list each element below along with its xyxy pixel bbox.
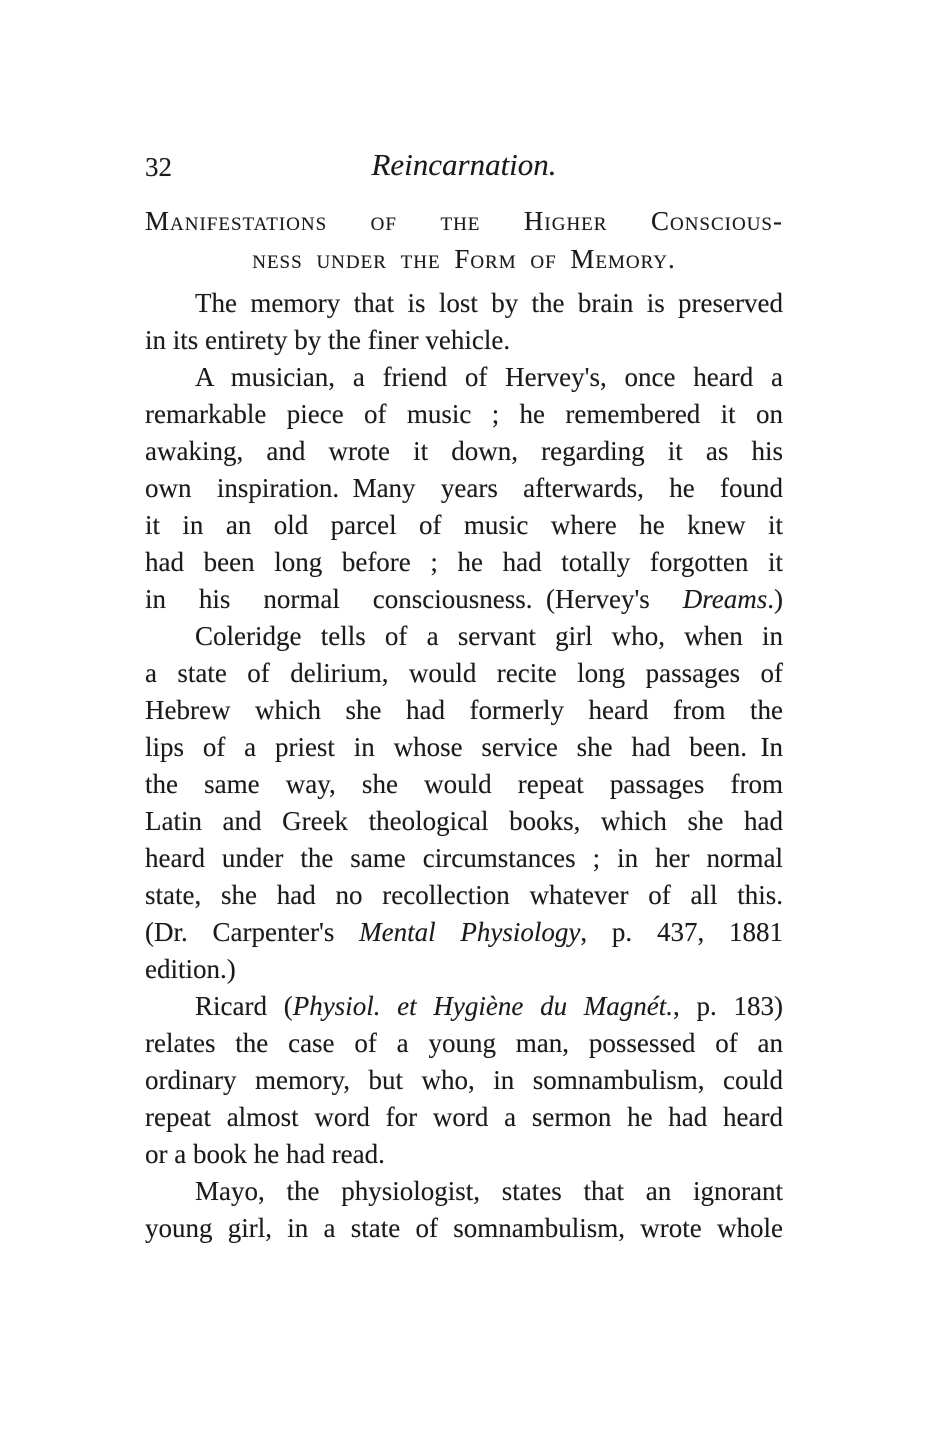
text-segment: , p. 437, 1881 bbox=[580, 917, 784, 947]
text-line: ordinary memory, but who, in somnambulism, could bbox=[145, 1065, 783, 1095]
text-line: remarkable piece of music ; he remembered it on bbox=[145, 399, 783, 429]
section-heading bbox=[145, 202, 783, 278]
text-line: a state of delirium, would recite long passages of bbox=[145, 658, 783, 688]
text-line: Latin and Greek theological books, which she had bbox=[145, 806, 783, 836]
text-line: young girl, in a state of somnambulism, wrote whole bbox=[145, 1213, 783, 1243]
text-line: Mayo, the physiologist, states that an ignorant bbox=[195, 1176, 783, 1206]
section-heading-line-1: Manifestations of the Higher Conscious- bbox=[145, 206, 783, 236]
text-line: Coleridge tells of a servant girl who, when in bbox=[195, 621, 783, 651]
text-line: heard under the same circumstances ; in her normal bbox=[145, 843, 783, 873]
paragraph bbox=[145, 359, 783, 618]
text-line: had been long before ; he had totally forgotten it bbox=[145, 547, 783, 577]
paragraph bbox=[145, 618, 783, 988]
running-title: Reincarnation. bbox=[371, 147, 557, 182]
text-line: state, she had no recollection whatever of all this. bbox=[145, 880, 783, 910]
text-line: in its entirety by the finer vehicle. bbox=[145, 325, 511, 355]
page-number: 32 bbox=[145, 152, 172, 182]
book-title-italic: Physiol. et Hygiène du Magnét. bbox=[292, 991, 674, 1021]
text-line bbox=[145, 914, 783, 951]
text-line: relates the case of a young man, possessed of an bbox=[145, 1028, 783, 1058]
text-line: A musician, a friend of Hervey's, once heard a bbox=[195, 362, 783, 392]
text-line: or a book he had read. bbox=[145, 1139, 385, 1169]
section-heading-line-2: ness under the Form of Memory. bbox=[252, 244, 676, 274]
text-line: edition.) bbox=[145, 954, 236, 984]
text-line bbox=[145, 581, 783, 618]
text-line: Hebrew which she had formerly heard from the bbox=[145, 695, 783, 725]
text-line: own inspiration. Many years afterwards, he found bbox=[145, 473, 783, 503]
text-line: the same way, she would repeat passages from bbox=[145, 769, 783, 799]
book-title-italic: Dreams bbox=[682, 584, 768, 614]
text-line: awaking, and wrote it down, regarding it as his bbox=[145, 436, 783, 466]
text-line: The memory that is lost by the brain is preserved bbox=[195, 288, 783, 318]
text-line: repeat almost word for word a sermon he had heard bbox=[145, 1102, 783, 1132]
book-title-italic: Mental Physiology bbox=[359, 917, 581, 947]
text-line bbox=[145, 988, 783, 1025]
text-line: it in an old parcel of music where he knew it bbox=[145, 510, 783, 540]
text-segment: .) bbox=[767, 584, 783, 614]
paragraph bbox=[145, 1173, 783, 1247]
text-segment: in his normal consciousness. (Hervey's bbox=[145, 584, 683, 614]
text-segment: , p. 183) bbox=[673, 991, 784, 1021]
paragraph bbox=[145, 988, 783, 1173]
text-line: lips of a priest in whose service she had been. In bbox=[145, 732, 783, 762]
text-segment: Ricard ( bbox=[195, 991, 293, 1021]
paragraph bbox=[145, 285, 783, 359]
text-segment: (Dr. Carpenter's bbox=[145, 917, 360, 947]
body-text bbox=[145, 285, 783, 1247]
